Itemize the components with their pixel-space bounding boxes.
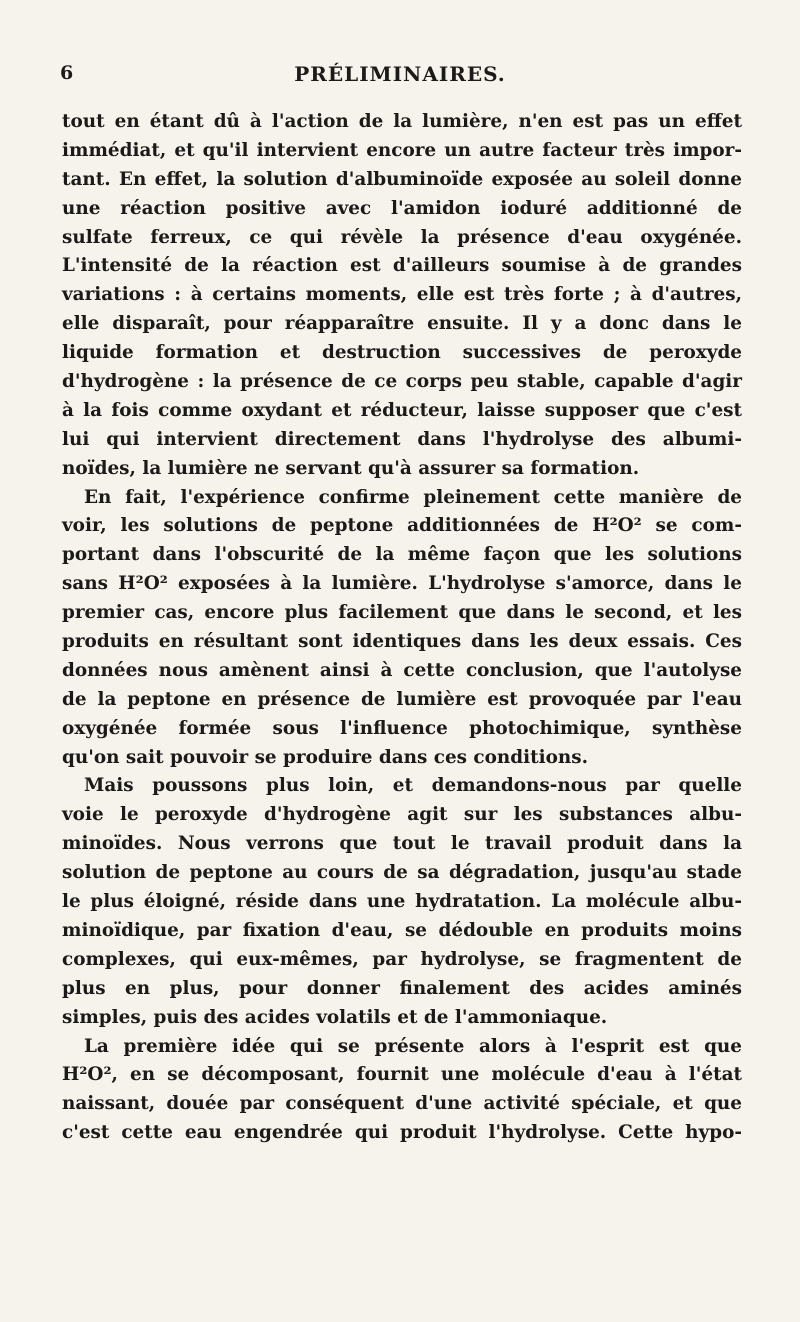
text-line: à la fois comme oxydant et réducteur, laisse supposer que c'est (62, 399, 742, 421)
text-line: En fait, l'expérience confirme pleinement cette manière de (84, 486, 742, 508)
paragraph (62, 772, 742, 1032)
text-line: minoïdes. Nous verrons que tout le travail produit dans la (62, 833, 742, 855)
text-line: voie le peroxyde d'hydrogène agit sur les substances albu- (62, 804, 742, 826)
text-line: premier cas, encore plus facilement que dans le second, et les (62, 602, 742, 624)
text-line: H²O², en se décomposant, fournit une molécule d'eau à l'état (62, 1064, 742, 1086)
paragraph (62, 1033, 742, 1149)
text-line: portant dans l'obscurité de la même façon que les solutions (62, 544, 742, 566)
text-line: d'hydrogène : la présence de ce corps peu stable, capable d'agir (62, 371, 742, 393)
paragraph (62, 108, 742, 484)
text-line: le plus éloigné, réside dans une hydratation. La molécule albu- (62, 891, 742, 913)
text-line: La première idée qui se présente alors à l'esprit est que (84, 1035, 742, 1057)
text-line: tant. En effet, la solution d'albuminoïde exposée au soleil donne (62, 168, 742, 190)
text-line: qu'on sait pouvoir se produire dans ces conditions. (62, 746, 588, 768)
running-head (0, 62, 800, 90)
text-line: c'est cette eau engendrée qui produit l'hydrolyse. Cette hypo- (62, 1122, 742, 1144)
text-line: sulfate ferreux, ce qui révèle la présence d'eau oxygénée. (62, 226, 742, 248)
text-line: produits en résultant sont identiques dans les deux essais. Ces (62, 631, 742, 653)
text-line: minoïdique, par fixation d'eau, se dédouble en produits moins (62, 919, 742, 941)
text-line: L'intensité de la réaction est d'ailleurs soumise à de grandes (62, 255, 742, 277)
text-line: oxygénée formée sous l'influence photochimique, synthèse (62, 717, 742, 739)
text-line: Mais poussons plus loin, et demandons-nous par quelle (84, 775, 742, 797)
text-line: sans H²O² exposées à la lumière. L'hydrolyse s'amorce, dans le (62, 573, 742, 595)
paragraph (62, 484, 742, 773)
text-line: données nous amènent ainsi à cette conclusion, que l'autolyse (62, 659, 742, 681)
body-text (62, 108, 742, 1148)
text-line: voir, les solutions de peptone additionnées de H²O² se com- (62, 515, 742, 537)
text-line: de la peptone en présence de lumière est provoquée par l'eau (62, 688, 742, 710)
text-line: tout en étant dû à l'action de la lumière, n'en est pas un effet (62, 111, 742, 132)
text-line: lui qui intervient directement dans l'hydrolyse des albumi- (62, 428, 742, 450)
text-line: complexes, qui eux-mêmes, par hydrolyse, se fragmentent de (62, 948, 742, 970)
text-line: noïdes, la lumière ne servant qu'à assurer sa formation. (62, 457, 640, 479)
text-line: immédiat, et qu'il intervient encore un autre facteur très impor- (62, 139, 742, 161)
text-line: solution de peptone au cours de sa dégradation, jusqu'au stade (62, 862, 742, 884)
text-line: simples, puis des acides volatils et de l'ammoniaque. (62, 1006, 608, 1028)
text-line: liquide formation et destruction successives de peroxyde (62, 342, 742, 364)
page-number: 6 (60, 62, 74, 84)
text-line: variations : à certains moments, elle est très forte ; à d'autres, (62, 284, 742, 306)
running-title: PRÉLIMINAIRES. (294, 62, 506, 86)
text-line: une réaction positive avec l'amidon ioduré additionné de (62, 197, 742, 219)
text-line: elle disparaît, pour réapparaître ensuite. Il y a donc dans le (62, 313, 742, 335)
text-line: naissant, douée par conséquent d'une activité spéciale, et que (62, 1093, 742, 1115)
text-line: plus en plus, pour donner finalement des acides aminés (62, 977, 742, 999)
